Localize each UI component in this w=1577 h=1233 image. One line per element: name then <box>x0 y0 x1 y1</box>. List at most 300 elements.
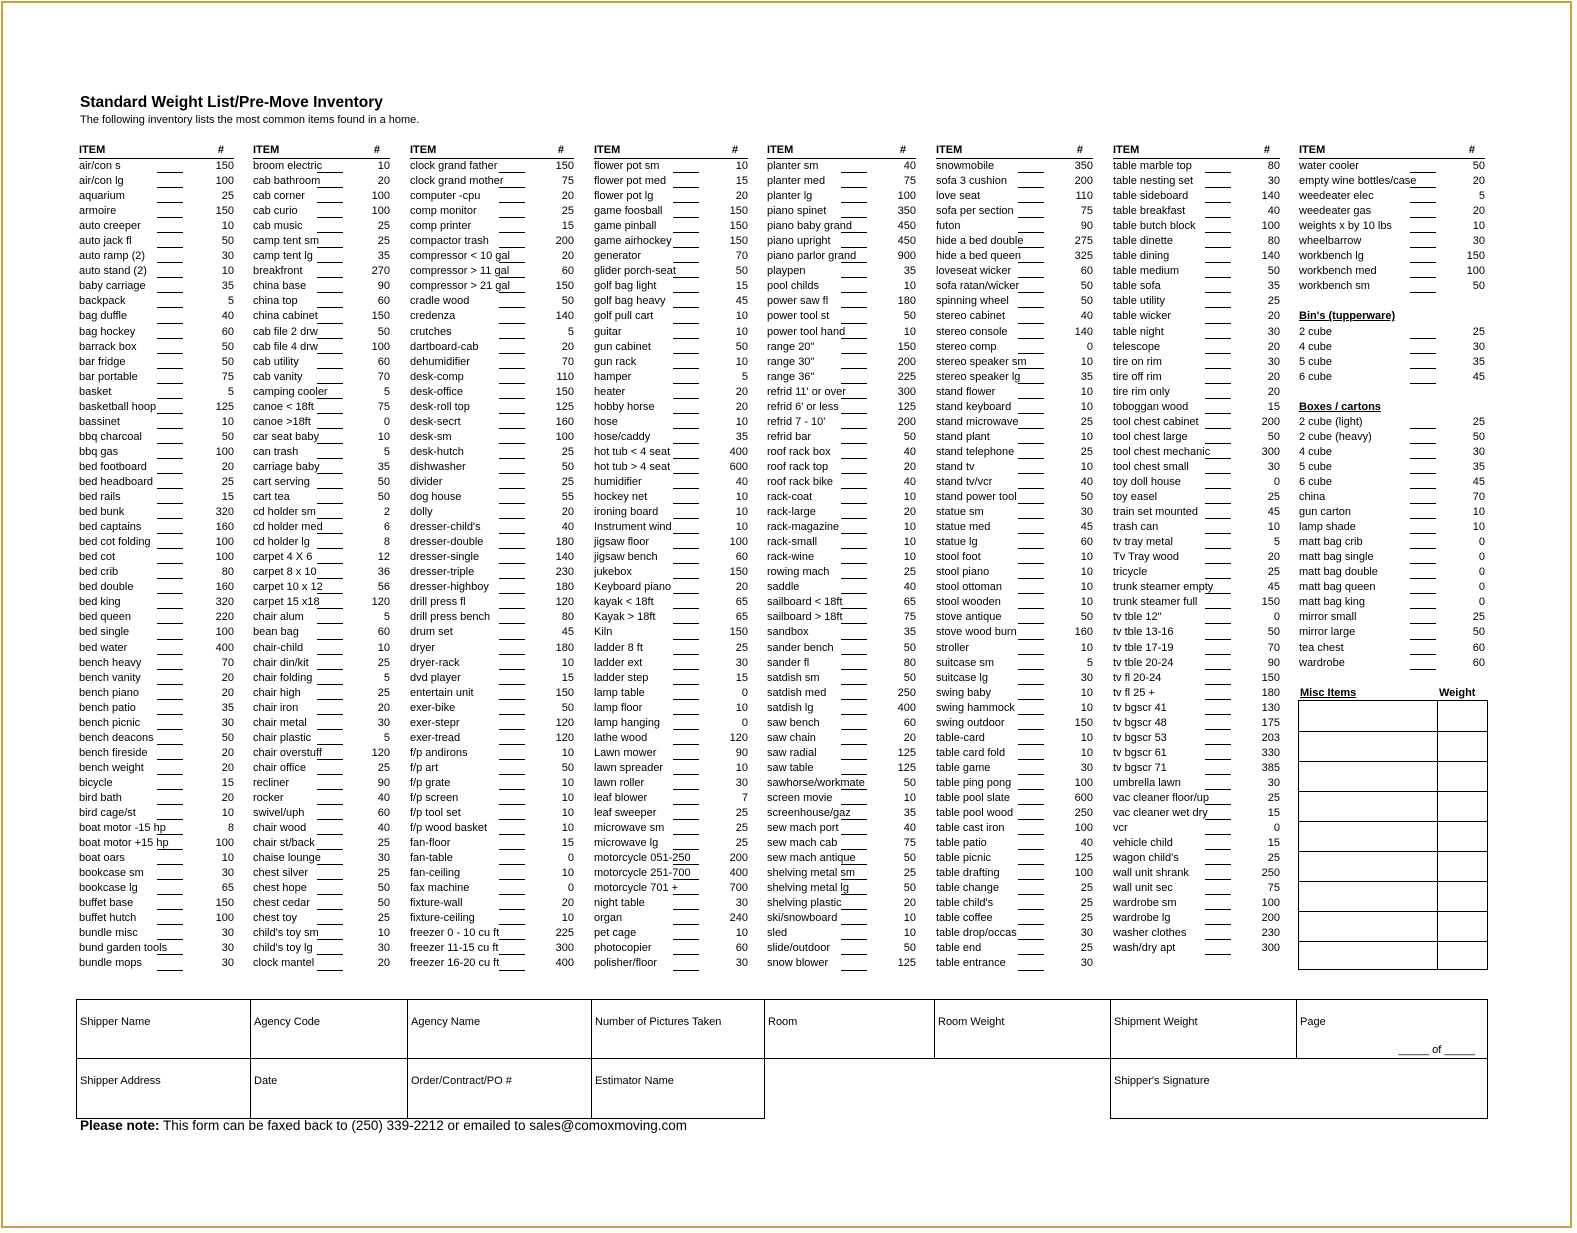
quantity-blank[interactable] <box>317 383 343 384</box>
quantity-blank[interactable] <box>499 292 525 293</box>
quantity-blank[interactable] <box>841 623 867 624</box>
quantity-blank[interactable] <box>157 714 183 715</box>
quantity-blank[interactable] <box>317 970 343 971</box>
quantity-blank[interactable] <box>673 654 699 655</box>
quantity-blank[interactable] <box>1018 774 1044 775</box>
quantity-blank[interactable] <box>1018 849 1044 850</box>
quantity-blank[interactable] <box>157 187 183 188</box>
quantity-blank[interactable] <box>1018 789 1044 790</box>
quantity-blank[interactable] <box>499 187 525 188</box>
quantity-blank[interactable] <box>841 864 867 865</box>
quantity-blank[interactable] <box>499 924 525 925</box>
quantity-blank[interactable] <box>157 924 183 925</box>
quantity-blank[interactable] <box>673 849 699 850</box>
quantity-blank[interactable] <box>1018 473 1044 474</box>
quantity-blank[interactable] <box>841 759 867 760</box>
quantity-blank[interactable] <box>499 473 525 474</box>
quantity-blank[interactable] <box>673 714 699 715</box>
quantity-blank[interactable] <box>499 533 525 534</box>
quantity-blank[interactable] <box>499 608 525 609</box>
quantity-blank[interactable] <box>1018 443 1044 444</box>
quantity-blank[interactable] <box>317 443 343 444</box>
quantity-blank[interactable] <box>317 368 343 369</box>
quantity-blank[interactable] <box>841 563 867 564</box>
quantity-blank[interactable] <box>673 187 699 188</box>
quantity-blank[interactable] <box>1410 503 1436 504</box>
quantity-blank[interactable] <box>1205 654 1231 655</box>
quantity-blank[interactable] <box>673 458 699 459</box>
quantity-blank[interactable] <box>1205 789 1231 790</box>
quantity-blank[interactable] <box>499 548 525 549</box>
quantity-blank[interactable] <box>499 383 525 384</box>
quantity-blank[interactable] <box>1205 247 1231 248</box>
quantity-blank[interactable] <box>317 608 343 609</box>
quantity-blank[interactable] <box>499 578 525 579</box>
quantity-blank[interactable] <box>1410 383 1436 384</box>
quantity-blank[interactable] <box>499 669 525 670</box>
quantity-blank[interactable] <box>1205 669 1231 670</box>
quantity-blank[interactable] <box>1410 578 1436 579</box>
quantity-blank[interactable] <box>317 428 343 429</box>
quantity-blank[interactable] <box>499 172 525 173</box>
quantity-blank[interactable] <box>317 202 343 203</box>
quantity-blank[interactable] <box>157 744 183 745</box>
quantity-blank[interactable] <box>1410 518 1436 519</box>
quantity-blank[interactable] <box>1018 262 1044 263</box>
quantity-blank[interactable] <box>499 970 525 971</box>
quantity-blank[interactable] <box>1205 533 1231 534</box>
quantity-blank[interactable] <box>499 939 525 940</box>
quantity-blank[interactable] <box>1018 518 1044 519</box>
quantity-blank[interactable] <box>157 578 183 579</box>
pictures-field[interactable] <box>591 999 765 1059</box>
quantity-blank[interactable] <box>499 368 525 369</box>
quantity-blank[interactable] <box>1205 187 1231 188</box>
quantity-blank[interactable] <box>673 804 699 805</box>
quantity-blank[interactable] <box>673 353 699 354</box>
quantity-blank[interactable] <box>157 834 183 835</box>
quantity-blank[interactable] <box>1410 458 1436 459</box>
agency-name-field[interactable] <box>407 999 592 1059</box>
quantity-blank[interactable] <box>1205 744 1231 745</box>
quantity-blank[interactable] <box>1205 699 1231 700</box>
quantity-blank[interactable] <box>1205 413 1231 414</box>
quantity-blank[interactable] <box>673 307 699 308</box>
quantity-blank[interactable] <box>1018 684 1044 685</box>
quantity-blank[interactable] <box>673 413 699 414</box>
quantity-blank[interactable] <box>673 262 699 263</box>
quantity-blank[interactable] <box>1205 834 1231 835</box>
quantity-blank[interactable] <box>317 488 343 489</box>
quantity-blank[interactable] <box>841 428 867 429</box>
quantity-blank[interactable] <box>317 232 343 233</box>
quantity-blank[interactable] <box>499 864 525 865</box>
quantity-blank[interactable] <box>841 232 867 233</box>
quantity-blank[interactable] <box>673 894 699 895</box>
quantity-blank[interactable] <box>1018 533 1044 534</box>
quantity-blank[interactable] <box>1018 819 1044 820</box>
quantity-blank[interactable] <box>673 247 699 248</box>
quantity-blank[interactable] <box>1018 187 1044 188</box>
quantity-blank[interactable] <box>1018 608 1044 609</box>
quantity-blank[interactable] <box>1410 654 1436 655</box>
quantity-blank[interactable] <box>317 277 343 278</box>
quantity-blank[interactable] <box>1205 277 1231 278</box>
quantity-blank[interactable] <box>1205 954 1231 955</box>
quantity-blank[interactable] <box>157 804 183 805</box>
quantity-blank[interactable] <box>1018 172 1044 173</box>
quantity-blank[interactable] <box>673 669 699 670</box>
quantity-blank[interactable] <box>1410 368 1436 369</box>
quantity-blank[interactable] <box>841 714 867 715</box>
quantity-blank[interactable] <box>841 578 867 579</box>
quantity-blank[interactable] <box>1205 262 1231 263</box>
quantity-blank[interactable] <box>673 217 699 218</box>
quantity-blank[interactable] <box>841 458 867 459</box>
quantity-blank[interactable] <box>317 503 343 504</box>
quantity-blank[interactable] <box>157 759 183 760</box>
quantity-blank[interactable] <box>499 774 525 775</box>
quantity-blank[interactable] <box>1018 639 1044 640</box>
quantity-blank[interactable] <box>157 548 183 549</box>
quantity-blank[interactable] <box>1205 924 1231 925</box>
quantity-blank[interactable] <box>499 834 525 835</box>
quantity-blank[interactable] <box>1205 864 1231 865</box>
quantity-blank[interactable] <box>1018 578 1044 579</box>
quantity-blank[interactable] <box>1018 759 1044 760</box>
quantity-blank[interactable] <box>1410 217 1436 218</box>
quantity-blank[interactable] <box>1018 458 1044 459</box>
quantity-blank[interactable] <box>841 548 867 549</box>
quantity-blank[interactable] <box>1205 939 1231 940</box>
quantity-blank[interactable] <box>1018 714 1044 715</box>
quantity-blank[interactable] <box>841 834 867 835</box>
quantity-blank[interactable] <box>157 639 183 640</box>
quantity-blank[interactable] <box>499 593 525 594</box>
quantity-blank[interactable] <box>673 834 699 835</box>
quantity-blank[interactable] <box>157 413 183 414</box>
quantity-blank[interactable] <box>157 307 183 308</box>
quantity-blank[interactable] <box>317 563 343 564</box>
quantity-blank[interactable] <box>841 608 867 609</box>
quantity-blank[interactable] <box>841 744 867 745</box>
quantity-blank[interactable] <box>1018 669 1044 670</box>
quantity-blank[interactable] <box>499 217 525 218</box>
quantity-blank[interactable] <box>317 398 343 399</box>
quantity-blank[interactable] <box>157 699 183 700</box>
quantity-blank[interactable] <box>317 699 343 700</box>
quantity-blank[interactable] <box>673 488 699 489</box>
quantity-blank[interactable] <box>673 608 699 609</box>
quantity-blank[interactable] <box>673 383 699 384</box>
quantity-blank[interactable] <box>841 262 867 263</box>
quantity-blank[interactable] <box>157 323 183 324</box>
quantity-blank[interactable] <box>841 172 867 173</box>
quantity-blank[interactable] <box>157 563 183 564</box>
quantity-blank[interactable] <box>317 789 343 790</box>
quantity-blank[interactable] <box>673 202 699 203</box>
quantity-blank[interactable] <box>317 533 343 534</box>
quantity-blank[interactable] <box>841 669 867 670</box>
quantity-blank[interactable] <box>841 353 867 354</box>
quantity-blank[interactable] <box>499 654 525 655</box>
quantity-blank[interactable] <box>317 804 343 805</box>
quantity-blank[interactable] <box>841 488 867 489</box>
quantity-blank[interactable] <box>841 338 867 339</box>
quantity-blank[interactable] <box>673 879 699 880</box>
quantity-blank[interactable] <box>841 789 867 790</box>
quantity-blank[interactable] <box>157 608 183 609</box>
quantity-blank[interactable] <box>841 368 867 369</box>
quantity-blank[interactable] <box>1018 954 1044 955</box>
quantity-blank[interactable] <box>1205 323 1231 324</box>
quantity-blank[interactable] <box>673 443 699 444</box>
quantity-blank[interactable] <box>499 443 525 444</box>
quantity-blank[interactable] <box>157 849 183 850</box>
quantity-blank[interactable] <box>157 458 183 459</box>
date-field[interactable] <box>250 1058 408 1119</box>
quantity-blank[interactable] <box>317 217 343 218</box>
quantity-blank[interactable] <box>841 804 867 805</box>
quantity-blank[interactable] <box>673 473 699 474</box>
quantity-blank[interactable] <box>1410 262 1436 263</box>
quantity-blank[interactable] <box>1018 307 1044 308</box>
quantity-blank[interactable] <box>499 413 525 414</box>
quantity-blank[interactable] <box>499 894 525 895</box>
quantity-blank[interactable] <box>499 232 525 233</box>
order-field[interactable] <box>407 1058 592 1119</box>
quantity-blank[interactable] <box>841 413 867 414</box>
quantity-blank[interactable] <box>673 503 699 504</box>
quantity-blank[interactable] <box>673 789 699 790</box>
quantity-blank[interactable] <box>1205 804 1231 805</box>
quantity-blank[interactable] <box>1410 488 1436 489</box>
quantity-blank[interactable] <box>317 323 343 324</box>
quantity-blank[interactable] <box>673 954 699 955</box>
quantity-blank[interactable] <box>157 533 183 534</box>
quantity-blank[interactable] <box>1410 669 1436 670</box>
quantity-blank[interactable] <box>1410 473 1436 474</box>
quantity-blank[interactable] <box>1205 639 1231 640</box>
quantity-blank[interactable] <box>157 669 183 670</box>
quantity-blank[interactable] <box>1205 503 1231 504</box>
quantity-blank[interactable] <box>317 819 343 820</box>
quantity-blank[interactable] <box>673 578 699 579</box>
quantity-blank[interactable] <box>499 954 525 955</box>
quantity-blank[interactable] <box>157 729 183 730</box>
quantity-blank[interactable] <box>317 473 343 474</box>
quantity-blank[interactable] <box>1205 518 1231 519</box>
quantity-blank[interactable] <box>1410 608 1436 609</box>
quantity-blank[interactable] <box>673 563 699 564</box>
quantity-blank[interactable] <box>1018 623 1044 624</box>
quantity-blank[interactable] <box>673 774 699 775</box>
quantity-blank[interactable] <box>1205 894 1231 895</box>
quantity-blank[interactable] <box>317 353 343 354</box>
quantity-blank[interactable] <box>317 247 343 248</box>
quantity-blank[interactable] <box>841 518 867 519</box>
quantity-blank[interactable] <box>1018 428 1044 429</box>
quantity-blank[interactable] <box>1205 849 1231 850</box>
quantity-blank[interactable] <box>1018 488 1044 489</box>
quantity-blank[interactable] <box>673 548 699 549</box>
quantity-blank[interactable] <box>499 714 525 715</box>
quantity-blank[interactable] <box>157 789 183 790</box>
quantity-blank[interactable] <box>1018 413 1044 414</box>
quantity-blank[interactable] <box>317 518 343 519</box>
quantity-blank[interactable] <box>157 909 183 910</box>
quantity-blank[interactable] <box>499 789 525 790</box>
agency-code-field[interactable] <box>250 999 408 1059</box>
quantity-blank[interactable] <box>317 593 343 594</box>
quantity-blank[interactable] <box>1018 744 1044 745</box>
quantity-blank[interactable] <box>317 669 343 670</box>
quantity-blank[interactable] <box>1018 353 1044 354</box>
signature-field[interactable] <box>1110 1058 1488 1119</box>
quantity-blank[interactable] <box>499 202 525 203</box>
quantity-blank[interactable] <box>841 639 867 640</box>
quantity-blank[interactable] <box>499 639 525 640</box>
quantity-blank[interactable] <box>317 172 343 173</box>
quantity-blank[interactable] <box>499 307 525 308</box>
quantity-blank[interactable] <box>317 684 343 685</box>
quantity-blank[interactable] <box>1410 247 1436 248</box>
quantity-blank[interactable] <box>841 443 867 444</box>
quantity-blank[interactable] <box>157 593 183 594</box>
quantity-blank[interactable] <box>841 970 867 971</box>
quantity-blank[interactable] <box>673 593 699 594</box>
quantity-blank[interactable] <box>1205 473 1231 474</box>
quantity-blank[interactable] <box>157 684 183 685</box>
quantity-blank[interactable] <box>317 744 343 745</box>
quantity-blank[interactable] <box>1205 232 1231 233</box>
quantity-blank[interactable] <box>499 338 525 339</box>
quantity-blank[interactable] <box>157 368 183 369</box>
quantity-blank[interactable] <box>317 939 343 940</box>
quantity-blank[interactable] <box>1205 292 1231 293</box>
quantity-blank[interactable] <box>499 458 525 459</box>
shipper-address-field[interactable] <box>76 1058 251 1119</box>
quantity-blank[interactable] <box>317 909 343 910</box>
quantity-blank[interactable] <box>673 939 699 940</box>
quantity-blank[interactable] <box>1018 232 1044 233</box>
quantity-blank[interactable] <box>157 428 183 429</box>
quantity-blank[interactable] <box>1018 970 1044 971</box>
quantity-blank[interactable] <box>673 729 699 730</box>
quantity-blank[interactable] <box>1018 939 1044 940</box>
quantity-blank[interactable] <box>841 247 867 248</box>
quantity-blank[interactable] <box>1205 307 1231 308</box>
quantity-blank[interactable] <box>1018 503 1044 504</box>
quantity-blank[interactable] <box>317 338 343 339</box>
quantity-blank[interactable] <box>1018 924 1044 925</box>
quantity-blank[interactable] <box>157 247 183 248</box>
quantity-blank[interactable] <box>157 488 183 489</box>
quantity-blank[interactable] <box>499 879 525 880</box>
quantity-blank[interactable] <box>499 684 525 685</box>
quantity-blank[interactable] <box>1018 368 1044 369</box>
quantity-blank[interactable] <box>1205 443 1231 444</box>
quantity-blank[interactable] <box>1018 398 1044 399</box>
quantity-blank[interactable] <box>841 323 867 324</box>
quantity-blank[interactable] <box>499 488 525 489</box>
quantity-blank[interactable] <box>499 804 525 805</box>
quantity-blank[interactable] <box>841 879 867 880</box>
quantity-blank[interactable] <box>1205 623 1231 624</box>
quantity-blank[interactable] <box>1018 593 1044 594</box>
quantity-blank[interactable] <box>157 939 183 940</box>
shipment-weight-field[interactable] <box>1110 999 1297 1059</box>
quantity-blank[interactable] <box>1205 909 1231 910</box>
quantity-blank[interactable] <box>1018 894 1044 895</box>
room-weight-field[interactable] <box>934 999 1111 1059</box>
quantity-blank[interactable] <box>157 338 183 339</box>
quantity-blank[interactable] <box>317 834 343 835</box>
quantity-blank[interactable] <box>157 819 183 820</box>
quantity-blank[interactable] <box>673 172 699 173</box>
quantity-blank[interactable] <box>317 924 343 925</box>
quantity-blank[interactable] <box>1410 353 1436 354</box>
quantity-blank[interactable] <box>1018 909 1044 910</box>
quantity-blank[interactable] <box>673 819 699 820</box>
quantity-blank[interactable] <box>157 894 183 895</box>
quantity-blank[interactable] <box>499 623 525 624</box>
quantity-blank[interactable] <box>499 398 525 399</box>
quantity-blank[interactable] <box>157 970 183 971</box>
quantity-blank[interactable] <box>1410 277 1436 278</box>
quantity-blank[interactable] <box>673 292 699 293</box>
quantity-blank[interactable] <box>157 518 183 519</box>
quantity-blank[interactable] <box>841 939 867 940</box>
quantity-blank[interactable] <box>841 277 867 278</box>
quantity-blank[interactable] <box>1410 232 1436 233</box>
quantity-blank[interactable] <box>1018 864 1044 865</box>
quantity-blank[interactable] <box>841 774 867 775</box>
quantity-blank[interactable] <box>1205 488 1231 489</box>
quantity-blank[interactable] <box>157 623 183 624</box>
quantity-blank[interactable] <box>1410 172 1436 173</box>
quantity-blank[interactable] <box>317 774 343 775</box>
quantity-blank[interactable] <box>841 593 867 594</box>
room-field[interactable] <box>764 999 935 1059</box>
quantity-blank[interactable] <box>317 729 343 730</box>
quantity-blank[interactable] <box>1018 217 1044 218</box>
quantity-blank[interactable] <box>499 247 525 248</box>
quantity-blank[interactable] <box>673 368 699 369</box>
quantity-blank[interactable] <box>1410 563 1436 564</box>
quantity-blank[interactable] <box>841 684 867 685</box>
quantity-blank[interactable] <box>841 909 867 910</box>
quantity-blank[interactable] <box>673 744 699 745</box>
quantity-blank[interactable] <box>157 172 183 173</box>
quantity-blank[interactable] <box>499 729 525 730</box>
quantity-blank[interactable] <box>673 232 699 233</box>
quantity-blank[interactable] <box>1205 172 1231 173</box>
quantity-blank[interactable] <box>157 353 183 354</box>
quantity-blank[interactable] <box>673 398 699 399</box>
quantity-blank[interactable] <box>673 970 699 971</box>
quantity-blank[interactable] <box>157 443 183 444</box>
quantity-blank[interactable] <box>841 202 867 203</box>
quantity-blank[interactable] <box>1205 774 1231 775</box>
quantity-blank[interactable] <box>673 639 699 640</box>
quantity-blank[interactable] <box>673 759 699 760</box>
quantity-blank[interactable] <box>1205 217 1231 218</box>
quantity-blank[interactable] <box>317 849 343 850</box>
quantity-blank[interactable] <box>673 684 699 685</box>
quantity-blank[interactable] <box>1205 714 1231 715</box>
quantity-blank[interactable] <box>841 954 867 955</box>
